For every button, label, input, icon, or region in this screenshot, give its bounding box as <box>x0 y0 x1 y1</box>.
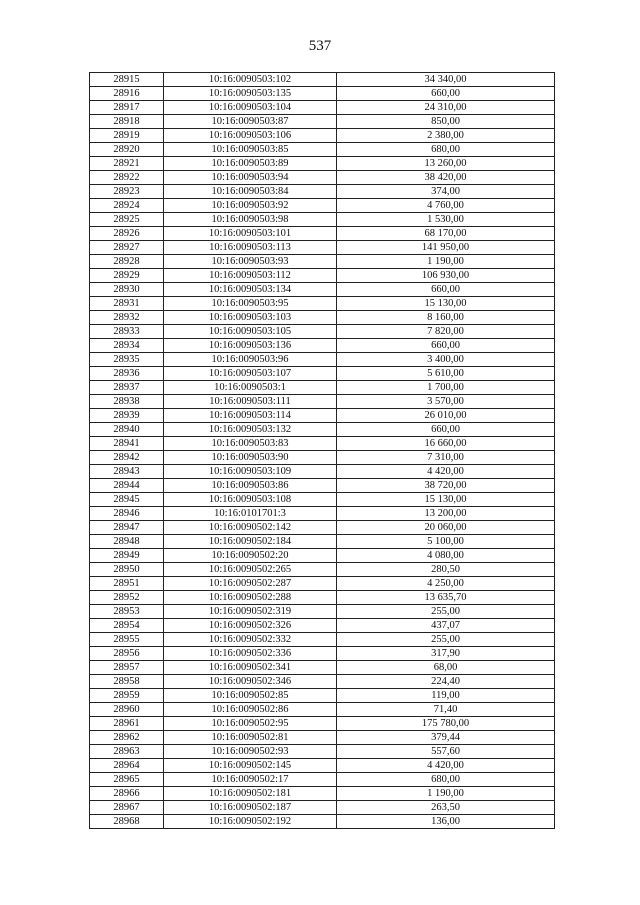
row-number-cell: 28930 <box>90 283 164 297</box>
amount-cell: 660,00 <box>337 339 555 353</box>
cadastral-number-cell: 10:16:0090503:135 <box>164 87 337 101</box>
table-row <box>90 157 555 171</box>
table-row <box>90 745 555 759</box>
row-number-cell: 28944 <box>90 479 164 493</box>
cadastral-number-cell: 10:16:0090502:192 <box>164 815 337 829</box>
cadastral-number-cell: 10:16:0090502:17 <box>164 773 337 787</box>
row-number-cell: 28915 <box>90 73 164 87</box>
amount-cell: 4 250,00 <box>337 577 555 591</box>
row-number-cell: 28920 <box>90 143 164 157</box>
table-row <box>90 521 555 535</box>
row-number-cell: 28941 <box>90 437 164 451</box>
cadastral-number-cell: 10:16:0090503:109 <box>164 465 337 479</box>
table-row <box>90 605 555 619</box>
amount-cell: 68 170,00 <box>337 227 555 241</box>
amount-cell: 317,90 <box>337 647 555 661</box>
amount-cell: 119,00 <box>337 689 555 703</box>
table-row <box>90 437 555 451</box>
row-number-cell: 28945 <box>90 493 164 507</box>
amount-cell: 255,00 <box>337 633 555 647</box>
row-number-cell: 28967 <box>90 801 164 815</box>
table-row <box>90 409 555 423</box>
cadastral-number-cell: 10:16:0090502:341 <box>164 661 337 675</box>
amount-cell: 15 130,00 <box>337 297 555 311</box>
cadastral-number-cell: 10:16:0090502:319 <box>164 605 337 619</box>
row-number-cell: 28962 <box>90 731 164 745</box>
row-number-cell: 28934 <box>90 339 164 353</box>
row-number-cell: 28935 <box>90 353 164 367</box>
cadastral-number-cell: 10:16:0090502:93 <box>164 745 337 759</box>
amount-cell: 660,00 <box>337 423 555 437</box>
cadastral-number-cell: 10:16:0090503:93 <box>164 255 337 269</box>
row-number-cell: 28919 <box>90 129 164 143</box>
cadastral-number-cell: 10:16:0090503:84 <box>164 185 337 199</box>
cadastral-number-cell: 10:16:0090503:134 <box>164 283 337 297</box>
cadastral-number-cell: 10:16:0090502:81 <box>164 731 337 745</box>
amount-cell: 4 420,00 <box>337 465 555 479</box>
cadastral-number-cell: 10:16:0090503:102 <box>164 73 337 87</box>
cadastral-number-cell: 10:16:0090502:85 <box>164 689 337 703</box>
table-row <box>90 633 555 647</box>
amount-cell: 141 950,00 <box>337 241 555 255</box>
amount-cell: 280,50 <box>337 563 555 577</box>
cadastral-number-cell: 10:16:0090502:265 <box>164 563 337 577</box>
amount-cell: 13 200,00 <box>337 507 555 521</box>
table-row <box>90 689 555 703</box>
row-number-cell: 28952 <box>90 591 164 605</box>
row-number-cell: 28933 <box>90 325 164 339</box>
amount-cell: 7 310,00 <box>337 451 555 465</box>
table-row <box>90 269 555 283</box>
amount-cell: 3 570,00 <box>337 395 555 409</box>
table-row <box>90 283 555 297</box>
table-row <box>90 787 555 801</box>
cadastral-number-cell: 10:16:0090502:20 <box>164 549 337 563</box>
amount-cell: 13 635,70 <box>337 591 555 605</box>
cadastral-number-cell: 10:16:0090502:95 <box>164 717 337 731</box>
cadastral-number-cell: 10:16:0090503:108 <box>164 493 337 507</box>
cadastral-number-cell: 10:16:0090503:101 <box>164 227 337 241</box>
table-row <box>90 171 555 185</box>
table-row <box>90 311 555 325</box>
row-number-cell: 28922 <box>90 171 164 185</box>
amount-cell: 20 060,00 <box>337 521 555 535</box>
table-row <box>90 241 555 255</box>
row-number-cell: 28964 <box>90 759 164 773</box>
table-row <box>90 591 555 605</box>
row-number-cell: 28932 <box>90 311 164 325</box>
row-number-cell: 28961 <box>90 717 164 731</box>
table-row <box>90 563 555 577</box>
registry-table-body <box>90 73 555 829</box>
amount-cell: 16 660,00 <box>337 437 555 451</box>
table-row <box>90 129 555 143</box>
amount-cell: 374,00 <box>337 185 555 199</box>
cadastral-number-cell: 10:16:0101701:3 <box>164 507 337 521</box>
page-number: 537 <box>308 38 332 54</box>
cadastral-number-cell: 10:16:0090502:346 <box>164 675 337 689</box>
table-row <box>90 451 555 465</box>
cadastral-number-cell: 10:16:0090503:104 <box>164 101 337 115</box>
row-number-cell: 28931 <box>90 297 164 311</box>
row-number-cell: 28917 <box>90 101 164 115</box>
amount-cell: 4 420,00 <box>337 759 555 773</box>
row-number-cell: 28916 <box>90 87 164 101</box>
table-row <box>90 143 555 157</box>
amount-cell: 1 190,00 <box>337 255 555 269</box>
table-row <box>90 465 555 479</box>
row-number-cell: 28955 <box>90 633 164 647</box>
row-number-cell: 28940 <box>90 423 164 437</box>
amount-cell: 5 100,00 <box>337 535 555 549</box>
table-row <box>90 619 555 633</box>
table-row <box>90 353 555 367</box>
cadastral-number-cell: 10:16:0090503:86 <box>164 479 337 493</box>
row-number-cell: 28918 <box>90 115 164 129</box>
cadastral-number-cell: 10:16:0090503:105 <box>164 325 337 339</box>
row-number-cell: 28947 <box>90 521 164 535</box>
cadastral-number-cell: 10:16:0090503:83 <box>164 437 337 451</box>
amount-cell: 437,07 <box>337 619 555 633</box>
table-row <box>90 577 555 591</box>
amount-cell: 3 400,00 <box>337 353 555 367</box>
cadastral-number-cell: 10:16:0090502:184 <box>164 535 337 549</box>
table-row <box>90 675 555 689</box>
row-number-cell: 28953 <box>90 605 164 619</box>
table-row <box>90 549 555 563</box>
amount-cell: 1 190,00 <box>337 787 555 801</box>
row-number-cell: 28943 <box>90 465 164 479</box>
table-row <box>90 325 555 339</box>
registry-table <box>89 72 555 829</box>
table-row <box>90 535 555 549</box>
cadastral-number-cell: 10:16:0090503:106 <box>164 129 337 143</box>
cadastral-number-cell: 10:16:0090502:181 <box>164 787 337 801</box>
row-number-cell: 28926 <box>90 227 164 241</box>
amount-cell: 680,00 <box>337 143 555 157</box>
amount-cell: 175 780,00 <box>337 717 555 731</box>
table-row <box>90 773 555 787</box>
table-row <box>90 717 555 731</box>
table-row <box>90 73 555 87</box>
amount-cell: 38 720,00 <box>337 479 555 493</box>
amount-cell: 255,00 <box>337 605 555 619</box>
row-number-cell: 28925 <box>90 213 164 227</box>
table-row <box>90 255 555 269</box>
row-number-cell: 28963 <box>90 745 164 759</box>
row-number-cell: 28949 <box>90 549 164 563</box>
cadastral-number-cell: 10:16:0090502:287 <box>164 577 337 591</box>
table-row <box>90 213 555 227</box>
cadastral-number-cell: 10:16:0090503:89 <box>164 157 337 171</box>
amount-cell: 7 820,00 <box>337 325 555 339</box>
cadastral-number-cell: 10:16:0090502:145 <box>164 759 337 773</box>
cadastral-number-cell: 10:16:0090503:85 <box>164 143 337 157</box>
cadastral-number-cell: 10:16:0090503:92 <box>164 199 337 213</box>
row-number-cell: 28937 <box>90 381 164 395</box>
table-row <box>90 367 555 381</box>
amount-cell: 2 380,00 <box>337 129 555 143</box>
row-number-cell: 28946 <box>90 507 164 521</box>
table-row <box>90 227 555 241</box>
amount-cell: 38 420,00 <box>337 171 555 185</box>
table-row <box>90 395 555 409</box>
table-row <box>90 297 555 311</box>
row-number-cell: 28948 <box>90 535 164 549</box>
amount-cell: 15 130,00 <box>337 493 555 507</box>
amount-cell: 660,00 <box>337 87 555 101</box>
amount-cell: 68,00 <box>337 661 555 675</box>
cadastral-number-cell: 10:16:0090503:111 <box>164 395 337 409</box>
amount-cell: 136,00 <box>337 815 555 829</box>
row-number-cell: 28965 <box>90 773 164 787</box>
row-number-cell: 28924 <box>90 199 164 213</box>
row-number-cell: 28929 <box>90 269 164 283</box>
amount-cell: 26 010,00 <box>337 409 555 423</box>
cadastral-number-cell: 10:16:0090503:95 <box>164 297 337 311</box>
row-number-cell: 28923 <box>90 185 164 199</box>
amount-cell: 224,40 <box>337 675 555 689</box>
cadastral-number-cell: 10:16:0090503:103 <box>164 311 337 325</box>
table-row <box>90 339 555 353</box>
amount-cell: 5 610,00 <box>337 367 555 381</box>
cadastral-number-cell: 10:16:0090503:107 <box>164 367 337 381</box>
table-row <box>90 647 555 661</box>
cadastral-number-cell: 10:16:0090503:1 <box>164 381 337 395</box>
table-row <box>90 87 555 101</box>
row-number-cell: 28936 <box>90 367 164 381</box>
amount-cell: 680,00 <box>337 773 555 787</box>
table-row <box>90 101 555 115</box>
table-row <box>90 185 555 199</box>
cadastral-number-cell: 10:16:0090503:136 <box>164 339 337 353</box>
amount-cell: 4 760,00 <box>337 199 555 213</box>
cadastral-number-cell: 10:16:0090503:112 <box>164 269 337 283</box>
table-row <box>90 115 555 129</box>
amount-cell: 13 260,00 <box>337 157 555 171</box>
amount-cell: 71,40 <box>337 703 555 717</box>
cadastral-number-cell: 10:16:0090503:98 <box>164 213 337 227</box>
row-number-cell: 28951 <box>90 577 164 591</box>
cadastral-number-cell: 10:16:0090502:142 <box>164 521 337 535</box>
amount-cell: 24 310,00 <box>337 101 555 115</box>
cadastral-number-cell: 10:16:0090503:94 <box>164 171 337 185</box>
amount-cell: 660,00 <box>337 283 555 297</box>
row-number-cell: 28957 <box>90 661 164 675</box>
amount-cell: 850,00 <box>337 115 555 129</box>
row-number-cell: 28950 <box>90 563 164 577</box>
row-number-cell: 28921 <box>90 157 164 171</box>
amount-cell: 8 160,00 <box>337 311 555 325</box>
amount-cell: 4 080,00 <box>337 549 555 563</box>
cadastral-number-cell: 10:16:0090503:90 <box>164 451 337 465</box>
cadastral-number-cell: 10:16:0090502:187 <box>164 801 337 815</box>
row-number-cell: 28939 <box>90 409 164 423</box>
table-row <box>90 703 555 717</box>
cadastral-number-cell: 10:16:0090503:87 <box>164 115 337 129</box>
row-number-cell: 28960 <box>90 703 164 717</box>
row-number-cell: 28958 <box>90 675 164 689</box>
cadastral-number-cell: 10:16:0090502:332 <box>164 633 337 647</box>
cadastral-number-cell: 10:16:0090503:113 <box>164 241 337 255</box>
cadastral-number-cell: 10:16:0090502:86 <box>164 703 337 717</box>
table-row <box>90 423 555 437</box>
row-number-cell: 28954 <box>90 619 164 633</box>
amount-cell: 263,50 <box>337 801 555 815</box>
table-row <box>90 759 555 773</box>
table-row <box>90 479 555 493</box>
table-row <box>90 199 555 213</box>
amount-cell: 557,60 <box>337 745 555 759</box>
amount-cell: 106 930,00 <box>337 269 555 283</box>
row-number-cell: 28942 <box>90 451 164 465</box>
cadastral-number-cell: 10:16:0090503:132 <box>164 423 337 437</box>
table-row <box>90 731 555 745</box>
cadastral-number-cell: 10:16:0090502:288 <box>164 591 337 605</box>
row-number-cell: 28938 <box>90 395 164 409</box>
table-row <box>90 381 555 395</box>
amount-cell: 1 700,00 <box>337 381 555 395</box>
cadastral-number-cell: 10:16:0090503:114 <box>164 409 337 423</box>
table-row <box>90 507 555 521</box>
table-row <box>90 815 555 829</box>
row-number-cell: 28956 <box>90 647 164 661</box>
table-row <box>90 801 555 815</box>
cadastral-number-cell: 10:16:0090502:336 <box>164 647 337 661</box>
row-number-cell: 28966 <box>90 787 164 801</box>
table-row <box>90 493 555 507</box>
row-number-cell: 28927 <box>90 241 164 255</box>
row-number-cell: 28968 <box>90 815 164 829</box>
table-row <box>90 661 555 675</box>
amount-cell: 379,44 <box>337 731 555 745</box>
cadastral-number-cell: 10:16:0090502:326 <box>164 619 337 633</box>
row-number-cell: 28959 <box>90 689 164 703</box>
amount-cell: 34 340,00 <box>337 73 555 87</box>
row-number-cell: 28928 <box>90 255 164 269</box>
cadastral-number-cell: 10:16:0090503:96 <box>164 353 337 367</box>
amount-cell: 1 530,00 <box>337 213 555 227</box>
